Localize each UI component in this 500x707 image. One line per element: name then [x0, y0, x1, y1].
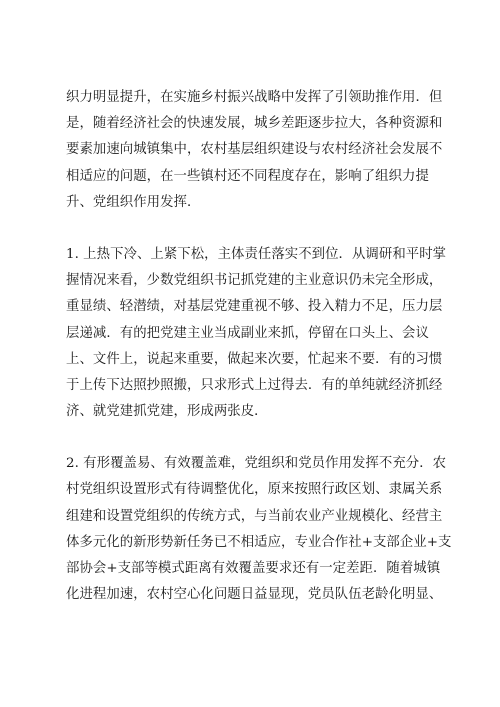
text-line: 织力明显提升，在实施乡村振兴战略中发挥了引领助推作用．但	[66, 90, 443, 105]
paragraph-intro	[66, 88, 462, 219]
text-line: 1. 上热下冷、上紧下松，主体责任落实不到位．从调研和平时掌	[66, 246, 447, 262]
text-line: 重显绩、轻潜绩，对基层党建重视不够、投入精力不足，压力层	[66, 299, 443, 315]
text-line: 握情况来看，少数党组织书记抓党建的主业意识仍未完全形成，	[66, 273, 443, 289]
text-line: 是，随着经济社会的快速发展，城乡差距逐步拉大，各种资源和	[66, 116, 443, 132]
text-line: 组建和设置党组织的传统方式，与当前农业产业规模化、经营主	[66, 508, 443, 524]
text-line: 济、就党建抓党建，形成两张皮．	[66, 404, 268, 420]
text-line: 相适应的问题，在一些镇村还不同程度存在，影响了组织力提	[66, 168, 429, 184]
text-line: 层递减．有的把党建主业当成副业来抓，停留在口头上、会议	[66, 325, 429, 341]
text-line: 于上传下达照抄照搬，只求形式上过得去．有的单纯就经济抓经	[66, 377, 443, 393]
document-page	[66, 88, 462, 611]
text-line: 体多元化的新形势新任务已不相适应，专业合作社+支部企业+支	[66, 534, 452, 550]
text-line: 升、党组织作用发挥．	[66, 194, 201, 210]
paragraph-spacer	[66, 219, 462, 245]
paragraph-spacer	[66, 428, 462, 454]
text-line: 化进程加速，农村空心化问题日益显现，党员队伍老龄化明显、	[66, 587, 443, 603]
text-line: 2. 有形覆盖易、有效覆盖难，党组织和党员作用发挥不充分．农	[66, 456, 447, 472]
paragraph-point-2	[66, 454, 462, 611]
text-line: 要素加速向城镇集中，农村基层组织建设与农村经济社会发展不	[66, 142, 443, 158]
text-line: 村党组织设置形式有待调整优化，原来按照行政区划、隶属关系	[66, 482, 443, 498]
text-line: 上、文件上，说起来重要，做起来次要，忙起来不要．有的习惯	[66, 351, 443, 367]
text-line: 部协会+支部等模式距离有效覆盖要求还有一定差距．随着城镇	[66, 561, 441, 576]
paragraph-point-1	[66, 245, 462, 428]
